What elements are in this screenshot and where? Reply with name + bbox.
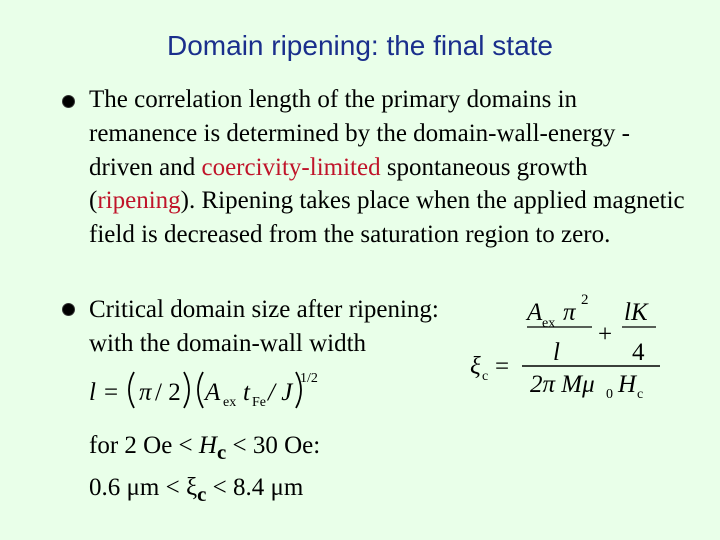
formula-xi-pi: π	[563, 299, 576, 326]
formula-xi-ex: ex	[542, 316, 556, 331]
note-H-sub: c	[216, 440, 227, 464]
highlight-ripening: ripening	[97, 187, 181, 215]
paren-left-1	[129, 372, 134, 408]
slide-title: Domain ripening: the final state	[167, 30, 553, 61]
formula-correlation-length	[89, 371, 318, 410]
note-text: < 8.4 μm	[206, 474, 304, 501]
formula-l-ex: ex	[223, 395, 237, 410]
note-line-1	[89, 428, 320, 470]
formula-l-A: A	[205, 379, 221, 406]
formula-xi: ξ	[470, 353, 481, 380]
formula-l-J: / J	[268, 379, 293, 406]
formula-xi-eq: =	[495, 353, 510, 380]
formula-xi-plus: +	[598, 321, 613, 348]
formula-l-eq: =	[104, 379, 119, 406]
formula-xi-four: 4	[632, 339, 645, 366]
formula-xi-sub: c	[482, 369, 489, 384]
field-range-note	[89, 428, 320, 512]
text-segment: ). Ripening takes place when the applied magnetic field is decreased from the saturation region to zero.	[89, 187, 685, 249]
note-text: 0.6 μm < ξ	[89, 474, 198, 501]
note-text: for 2 Oe <	[89, 432, 199, 459]
formula-l-half: / 2	[155, 379, 181, 406]
formula-xi-A: A	[527, 299, 543, 326]
highlight-coercivity-limited: coercivity-limited	[201, 153, 381, 181]
formula-l-pi: π	[139, 379, 152, 406]
paren-left-2	[198, 372, 203, 408]
formula-l-var: l	[89, 379, 96, 406]
note-H: H	[198, 432, 217, 459]
formula-xi-l: l	[553, 339, 560, 366]
note-line-2	[89, 470, 320, 512]
formula-xi-H: H	[618, 371, 637, 398]
formula-xi-Hc-sub: c	[637, 387, 644, 402]
note-xi-sub: c	[197, 482, 207, 506]
formula-xi-lK: lK	[624, 299, 648, 326]
formula-xi-mu0-sub: 0	[606, 387, 613, 402]
formula-xi-square: 2	[581, 292, 589, 308]
formula-xi-denominator: 2π Mμ	[530, 371, 595, 398]
note-text: < 30 Oe:	[226, 432, 321, 459]
text-segment: spontaneous growth (	[89, 153, 588, 215]
text-segment: The correlation length of the primary domains in remanence is determined by the domain-wall-energy -driven and	[89, 86, 630, 181]
formula-l-Fe: Fe	[252, 395, 266, 410]
formula-l-t: t	[243, 379, 250, 406]
critical-size-line: Critical domain size after ripening:	[89, 296, 439, 323]
formula-critical-size	[470, 292, 660, 402]
formula-l-exponent: 1/2	[300, 371, 318, 386]
domain-wall-width-line: with the domain-wall width	[89, 330, 367, 357]
paren-right-1	[184, 372, 189, 408]
